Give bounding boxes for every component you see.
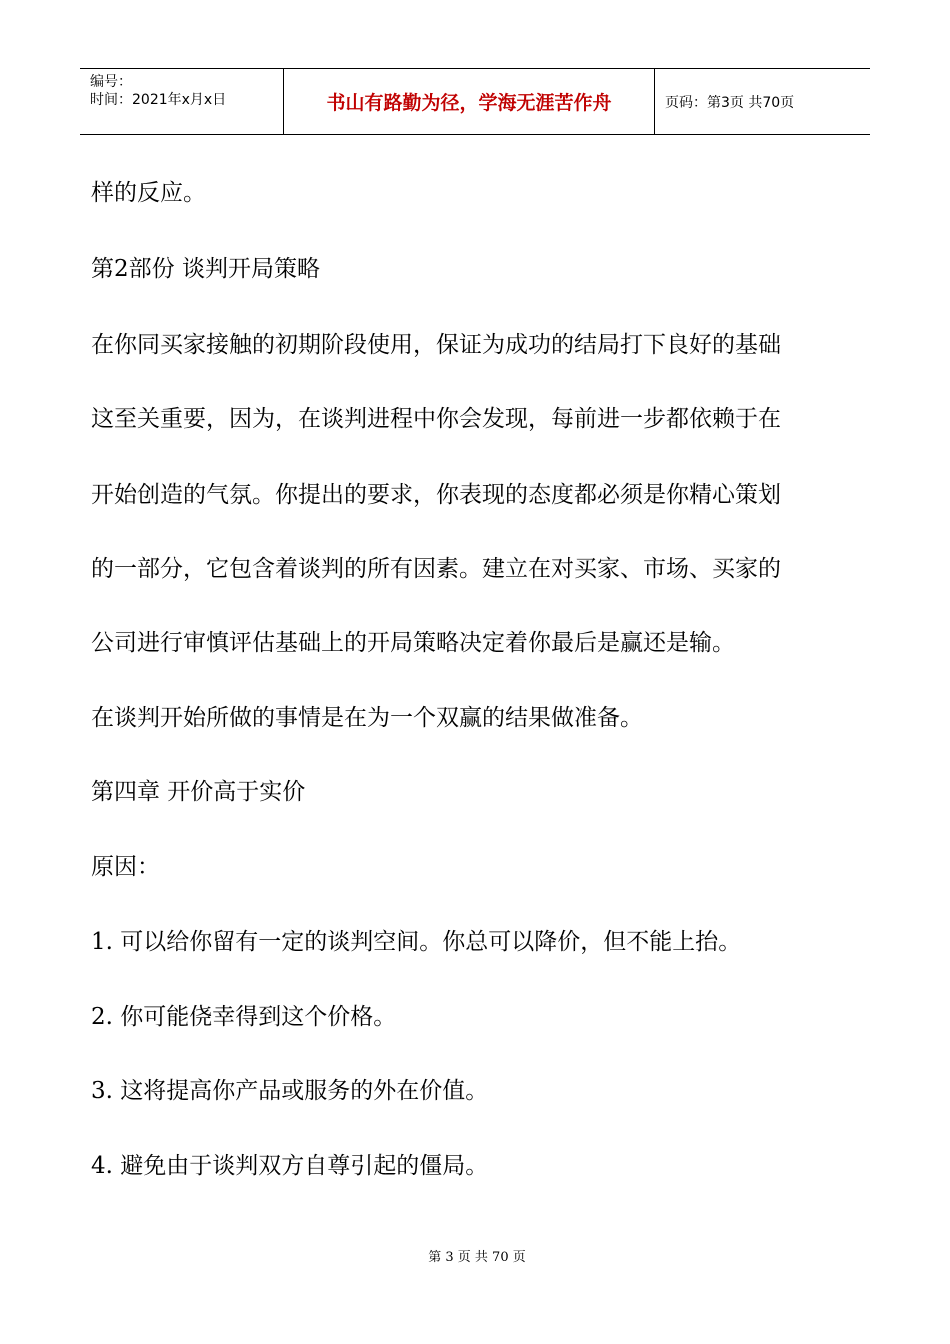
body-line: 在谈判开始所做的事情是在为一个双赢的结果做准备。 [91, 705, 643, 731]
body-line: 的一部分，它包含着谈判的所有因素。建立在对买家、市场、买家的 [91, 556, 781, 582]
body-line: 在你同买家接触的初期阶段使用，保证为成功的结局打下良好的基础 [91, 332, 781, 358]
page-header [80, 68, 870, 135]
body-line: 开始创造的气氛。你提出的要求，你表现的态度都必须是你精心策划 [91, 482, 781, 508]
header-meta [80, 69, 283, 134]
list-item: 1. 可以给你留有一定的谈判空间。你总可以降价，但不能上抬。 [91, 929, 742, 955]
page-footer: 第 3 页 共 70 页 [428, 1250, 526, 1265]
serial-label: 编号： [90, 74, 132, 90]
section-heading: 第2部份 谈判开局策略 [91, 256, 320, 282]
body-line: 这至关重要，因为，在谈判进程中你会发现，每前进一步都依赖于在 [91, 406, 781, 432]
header-motto: 书山有路勤为径，学海无涯苦作舟 [283, 69, 655, 134]
chapter-heading: 第四章 开价高于实价 [91, 779, 306, 805]
body-line: 原因： [91, 854, 160, 880]
body-line: 样的反应。 [91, 180, 206, 206]
list-item: 3. 这将提高你产品或服务的外在价值。 [91, 1078, 489, 1104]
body-line: 公司进行审慎评估基础上的开局策略决定着你最后是赢还是输。 [91, 630, 735, 656]
date-label: 时间：2021年x月x日 [90, 92, 227, 108]
header-page-info: 页码：第3页 共70页 [665, 94, 795, 111]
list-item: 4. 避免由于谈判双方自尊引起的僵局。 [91, 1153, 489, 1179]
list-item: 2. 你可能侥幸得到这个价格。 [91, 1004, 397, 1030]
